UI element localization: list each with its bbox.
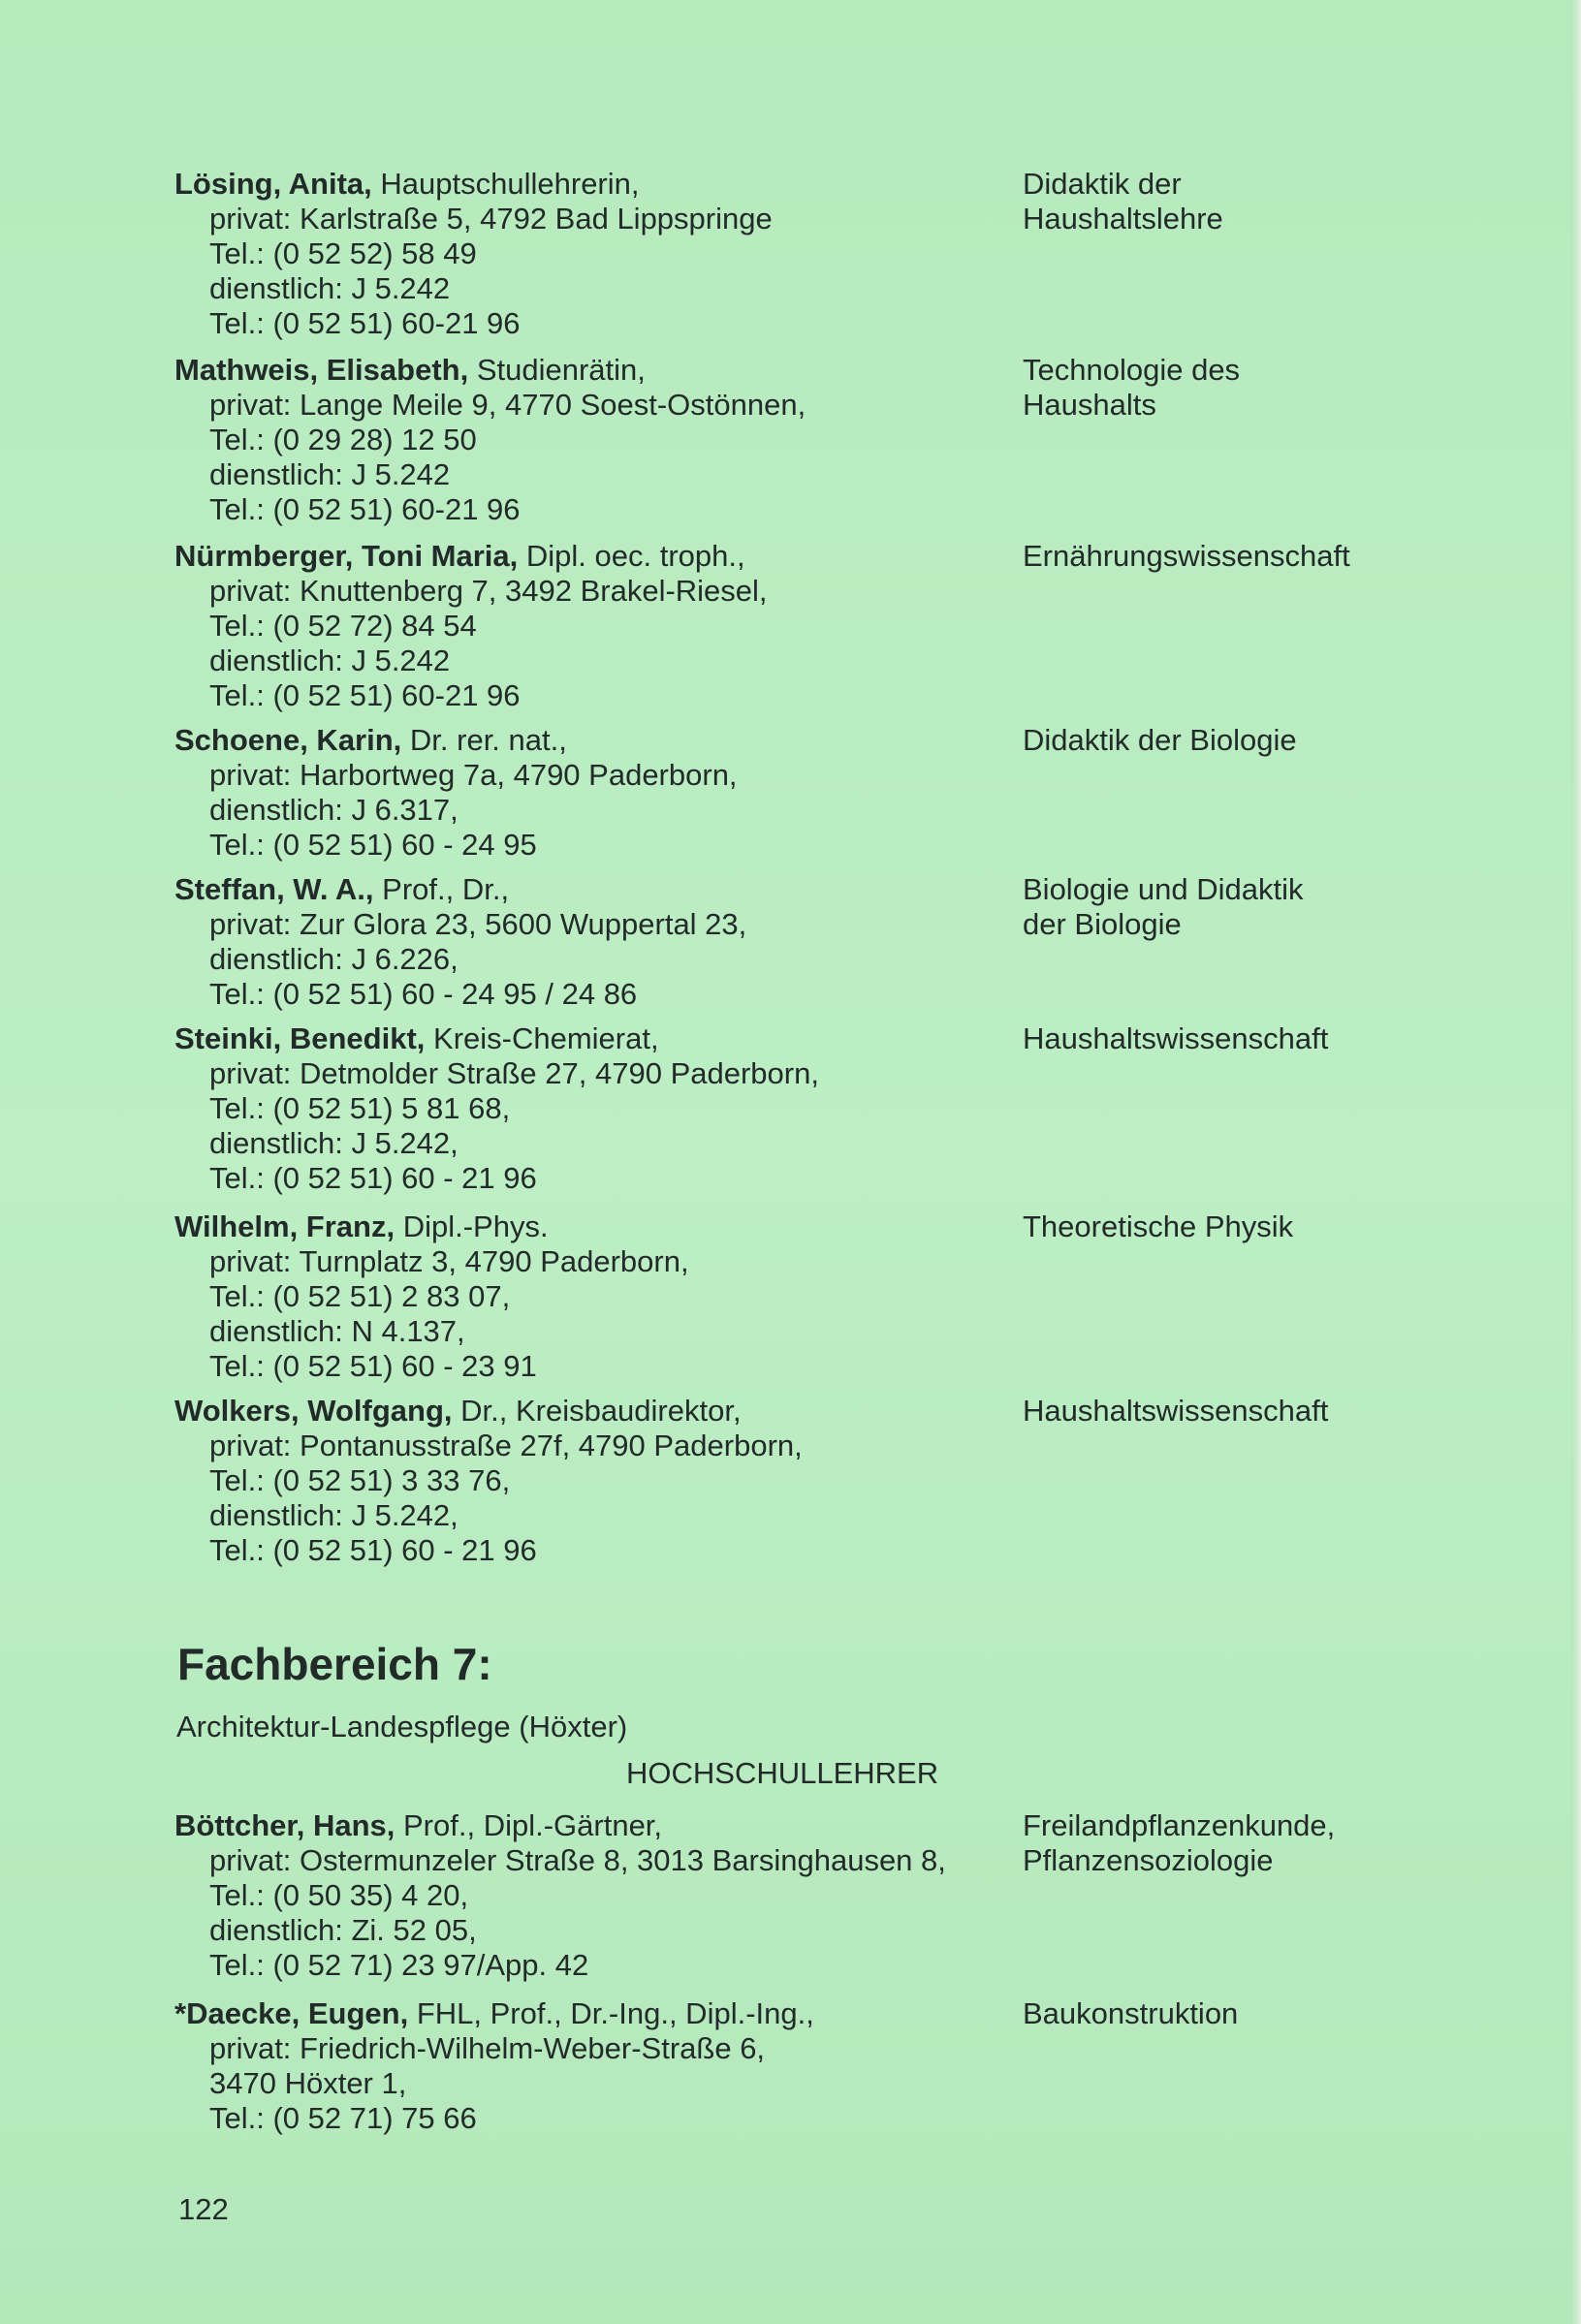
contact-line: privat: Pontanusstraße 27f, 4790 Paderborn, xyxy=(209,1429,803,1462)
contact-line: dienstlich: Zi. 52 05, xyxy=(209,1913,477,1947)
subject-area: Ernährungswissenschaft xyxy=(1023,539,1350,573)
contact-line: dienstlich: J 5.242 xyxy=(209,457,451,491)
subject-area: Haushaltswissenschaft xyxy=(1023,1021,1329,1055)
person-name: Lösing, Anita, xyxy=(174,167,372,201)
contact-line: Tel.: (0 52 51) 60 - 24 95 xyxy=(209,828,537,862)
person-name: *Daecke, Eugen, xyxy=(174,1996,409,2030)
contact-line: privat: Friedrich-Wilhelm-Weber-Straße 6, xyxy=(209,2031,766,2065)
person-title: Studienrätin, xyxy=(468,353,646,387)
contact-line: Tel.: (0 29 28) 12 50 xyxy=(209,423,477,456)
subject-area: Baukonstruktion xyxy=(1023,1996,1239,2030)
person-title: Prof., Dipl.-Gärtner, xyxy=(395,1808,663,1842)
subject-area: Freilandpflanzenkunde, Pflanzensoziologie xyxy=(1023,1808,1336,1877)
contact-line: dienstlich: J 5.242 xyxy=(209,271,451,305)
contact-line: dienstlich: J 5.242 xyxy=(209,644,451,677)
directory-entry xyxy=(174,353,1435,527)
contact-line: privat: Lange Meile 9, 4770 Soest-Ostönnen, xyxy=(209,388,806,422)
contact-line: Tel.: (0 52 71) 75 66 xyxy=(209,2101,477,2135)
directory-entry xyxy=(174,167,1435,341)
contact-line: privat: Turnplatz 3, 4790 Paderborn, xyxy=(209,1244,689,1278)
person-title: Dipl.-Phys. xyxy=(395,1209,549,1243)
contact-line: privat: Zur Glora 23, 5600 Wuppertal 23, xyxy=(209,907,747,941)
directory-entry xyxy=(174,1808,1435,1983)
directory-entry xyxy=(174,1996,1435,2136)
page-edge xyxy=(1571,0,1581,2324)
contact-line: dienstlich: J 6.226, xyxy=(209,942,458,976)
directory-entry xyxy=(174,1209,1435,1384)
contact-line: dienstlich: J 5.242, xyxy=(209,1498,458,1532)
subject-area: Didaktik der Biologie xyxy=(1023,723,1297,757)
contact-line: Tel.: (0 52 51) 60 - 23 91 xyxy=(209,1349,537,1383)
contact-line: Tel.: (0 52 51) 60 - 21 96 xyxy=(209,1533,537,1567)
contact-line: Tel.: (0 52 52) 58 49 xyxy=(209,236,477,270)
person-name: Wilhelm, Franz, xyxy=(174,1209,395,1243)
subject-area: Haushaltswissenschaft xyxy=(1023,1394,1329,1428)
directory-entry xyxy=(174,872,1435,1012)
person-title: FHL, Prof., Dr.-Ing., Dipl.-Ing., xyxy=(408,1996,814,2030)
person-title: Dr., Kreisbaudirektor, xyxy=(452,1394,742,1428)
contact-line: Tel.: (0 52 51) 2 83 07, xyxy=(209,1279,511,1313)
person-name: Steffan, W. A., xyxy=(174,872,374,906)
contact-line: dienstlich: J 5.242, xyxy=(209,1126,458,1160)
contact-line: Tel.: (0 52 51) 60 - 21 96 xyxy=(209,1161,537,1195)
contact-line: Tel.: (0 52 51) 60-21 96 xyxy=(209,306,521,340)
person-title: Dr. rer. nat., xyxy=(401,723,567,757)
person-name: Böttcher, Hans, xyxy=(174,1808,395,1842)
subject-area: Theoretische Physik xyxy=(1023,1209,1294,1243)
contact-line: privat: Knuttenberg 7, 3492 Brakel-Riesel, xyxy=(209,574,768,608)
page-number: 122 xyxy=(178,2192,229,2226)
contact-line: privat: Ostermunzeler Straße 8, 3013 Barsinghausen 8, xyxy=(209,1843,946,1877)
contact-line: privat: Karlstraße 5, 4792 Bad Lippspringe xyxy=(209,202,773,236)
contact-line: Tel.: (0 52 51) 60-21 96 xyxy=(209,492,521,526)
section-subheading: Architektur-Landespflege (Höxter) xyxy=(176,1710,628,1743)
contact-line: Tel.: (0 52 72) 84 54 xyxy=(209,609,477,643)
contact-line: privat: Harbortweg 7a, 4790 Paderborn, xyxy=(209,758,738,792)
person-title: Kreis-Chemierat, xyxy=(425,1021,659,1055)
contact-line: privat: Detmolder Straße 27, 4790 Paderborn, xyxy=(209,1056,819,1090)
person-name: Mathweis, Elisabeth, xyxy=(174,353,469,387)
directory-entry xyxy=(174,1021,1435,1196)
subject-area: Technologie des Haushalts xyxy=(1023,353,1241,422)
directory-entry xyxy=(174,723,1435,863)
person-name: Steinki, Benedikt, xyxy=(174,1021,426,1055)
contact-line: Tel.: (0 52 51) 3 33 76, xyxy=(209,1463,511,1497)
contact-line: dienstlich: J 6.317, xyxy=(209,793,458,827)
section-heading: Fachbereich 7: xyxy=(177,1639,492,1689)
person-name: Wolkers, Wolfgang, xyxy=(174,1394,453,1428)
contact-line: Tel.: (0 52 51) 60 - 24 95 / 24 86 xyxy=(209,977,638,1011)
contact-line: 3470 Höxter 1, xyxy=(209,2066,407,2100)
person-title: Dipl. oec. troph., xyxy=(518,539,745,573)
subject-area: Didaktik der Haushaltslehre xyxy=(1023,167,1223,236)
person-title: Prof., Dr., xyxy=(373,872,510,906)
directory-entry xyxy=(174,539,1435,713)
person-name: Schoene, Karin, xyxy=(174,723,402,757)
subject-area: Biologie und Didaktik der Biologie xyxy=(1023,872,1304,941)
section-label: HOCHSCHULLEHRER xyxy=(626,1756,939,1790)
contact-line: Tel.: (0 52 71) 23 97/App. 42 xyxy=(209,1948,589,1982)
contact-line: Tel.: (0 52 51) 5 81 68, xyxy=(209,1091,511,1125)
contact-line: Tel.: (0 50 35) 4 20, xyxy=(209,1878,469,1912)
contact-line: dienstlich: N 4.137, xyxy=(209,1314,465,1348)
contact-line: Tel.: (0 52 51) 60-21 96 xyxy=(209,678,521,712)
person-title: Hauptschullehrerin, xyxy=(371,167,640,201)
directory-entry xyxy=(174,1394,1435,1568)
person-name: Nürmberger, Toni Maria, xyxy=(174,539,519,573)
